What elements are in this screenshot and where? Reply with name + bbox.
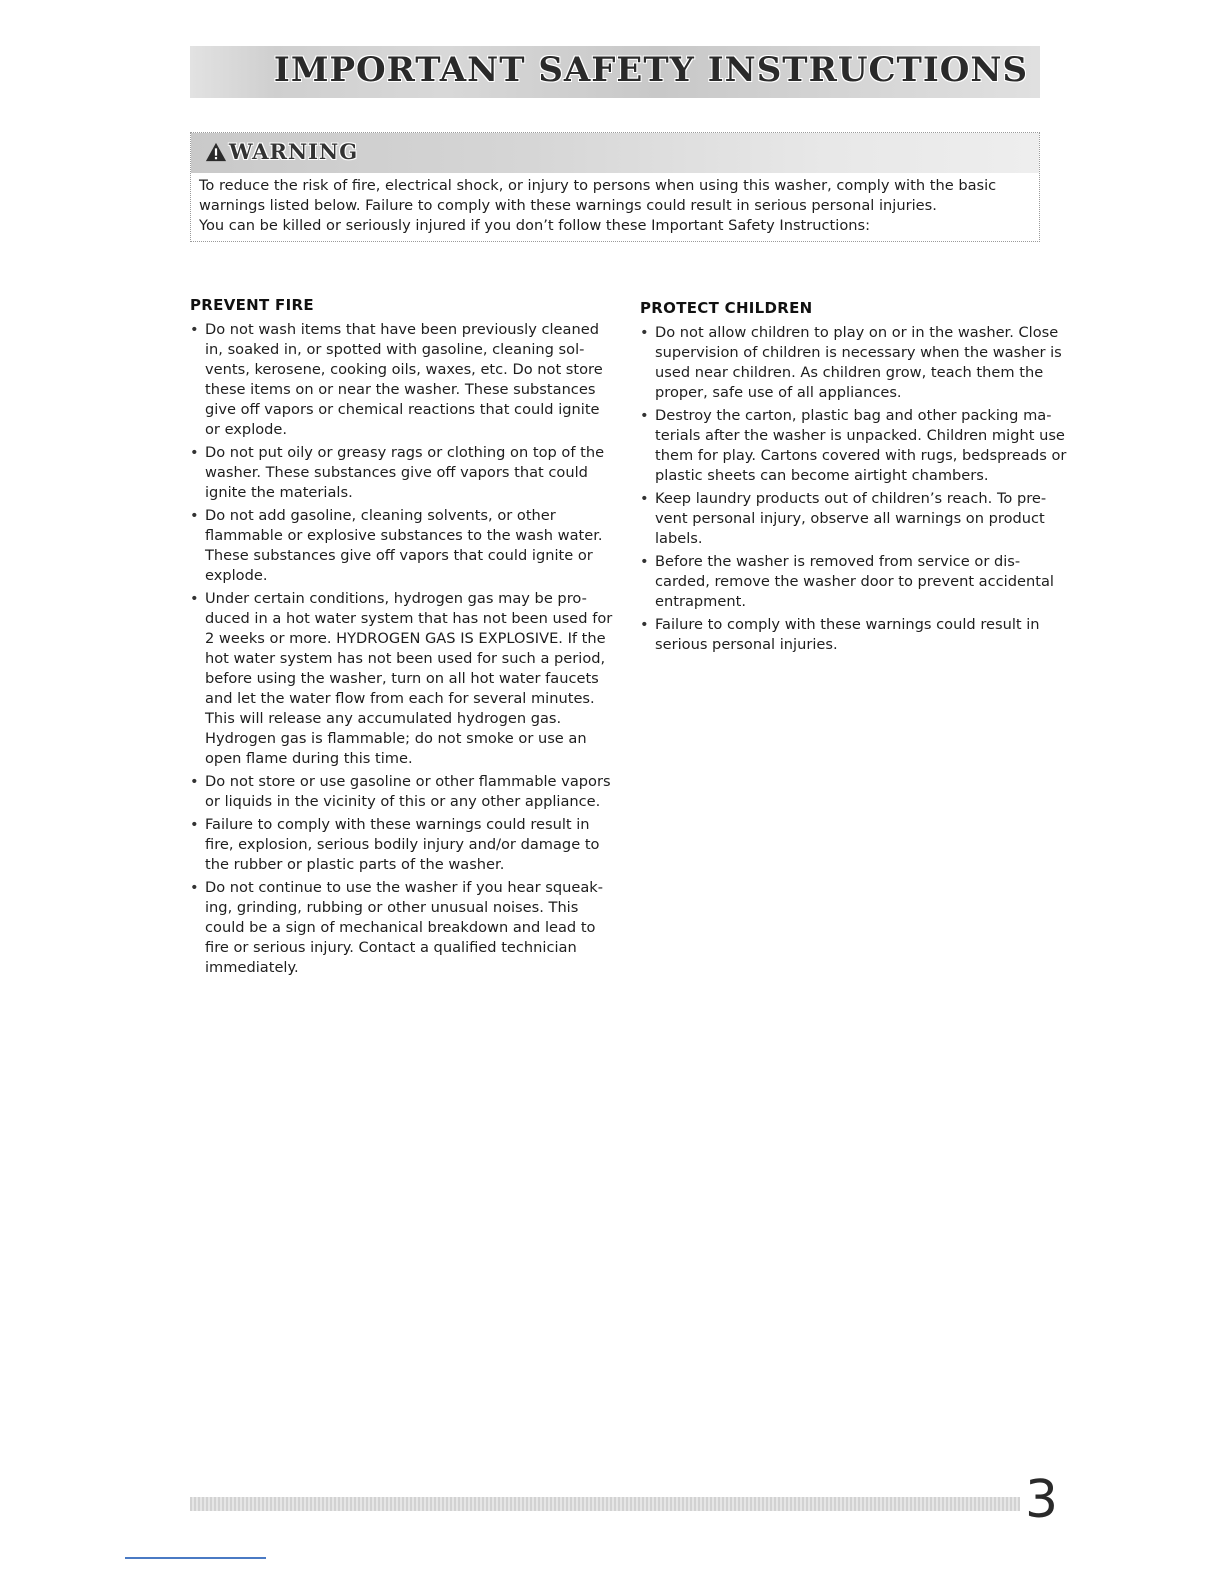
link-underline[interactable] — [125, 1557, 266, 1559]
warning-box — [190, 132, 1040, 242]
list-item: • Under certain conditions, hydrogen gas may be pro-duced in a hot water system that has not been used for 2 weeks or more. HYDROGEN GAS IS EXPLOSIVE. If the hot water system has not been used for such a period, before using the washer, turn on all hot water faucets and let the water flow from each for several minutes. This will release any accumulated hydrogen gas. Hydrogen gas is flammable; do not smoke or use an open flame during this time. — [190, 589, 615, 769]
prevent-fire-heading: PREVENT FIRE — [190, 296, 314, 314]
list-item: • Destroy the carton, plastic bag and other packing ma-terials after the washer is unpacked. Children might use them for play. Cartons covered with rugs, bedspreads or plastic sheets can become airtight chambers. — [640, 406, 1070, 486]
protect-children-heading: PROTECT CHILDREN — [640, 299, 813, 317]
page-title: IMPORTANT SAFETY INSTRUCTIONS — [273, 50, 1028, 90]
list-item: • Keep laundry products out of children’s reach. To pre-vent personal injury, observe all warnings on product labels. — [640, 489, 1070, 549]
warning-header — [191, 133, 1039, 173]
list-item: • Do not add gasoline, cleaning solvents, or other flammable or explosive substances to the wash water. These substances give off vapors that could ignite or explode. — [190, 506, 615, 586]
warning-line: You can be killed or seriously injured if you don’t follow these Important Safety Instructions: — [199, 217, 871, 234]
protect-children-list — [640, 323, 1070, 655]
prevent-fire-section — [190, 296, 615, 981]
list-item: • Do not continue to use the washer if you hear squeak-ing, grinding, rubbing or other unusual noises. This could be a sign of mechanical breakdown and lead to fire or serious injury. Contact a qualified technician immediately. — [190, 878, 615, 978]
list-item: • Before the washer is removed from service or dis-carded, remove the washer door to prevent accidental entrapment. — [640, 552, 1070, 612]
list-item: • Do not store or use gasoline or other flammable vapors or liquids in the vicinity of this or any other appliance. — [190, 772, 615, 812]
page-number: 3 — [1025, 1470, 1059, 1530]
prevent-fire-list — [190, 320, 615, 978]
list-item: • Failure to comply with these warnings could result in fire, explosion, serious bodily injury and/or damage to the rubber or plastic parts of the washer. — [190, 815, 615, 875]
warning-triangle-icon — [205, 141, 227, 163]
list-item: • Do not wash items that have been previously cleaned in, soaked in, or spotted with gasoline, cleaning sol-vents, kerosene, cooking oils, waxes, etc. Do not store these items on or near the washer. These substances give off vapors or chemical reactions that could ignite or explode. — [190, 320, 615, 440]
title-banner — [190, 46, 1040, 98]
warning-text — [191, 173, 1039, 236]
warning-line: To reduce the risk of fire, electrical shock, or injury to persons when using this washer, comply with the basic warnings listed below. Failure to comply with these warnings could result in serious personal injuries. — [199, 177, 997, 214]
list-item: • Do not allow children to play on or in the washer. Close supervision of children is necessary when the washer is used near children. As children grow, teach them the proper, safe use of all appliances. — [640, 323, 1070, 403]
list-item: • Do not put oily or greasy rags or clothing on top of the washer. These substances give off vapors that could ignite the materials. — [190, 443, 615, 503]
footer-bar — [190, 1497, 1020, 1511]
protect-children-section — [640, 299, 1070, 658]
list-item: • Failure to comply with these warnings could result in serious personal injuries. — [640, 615, 1070, 655]
warning-label: WARNING — [229, 139, 359, 164]
